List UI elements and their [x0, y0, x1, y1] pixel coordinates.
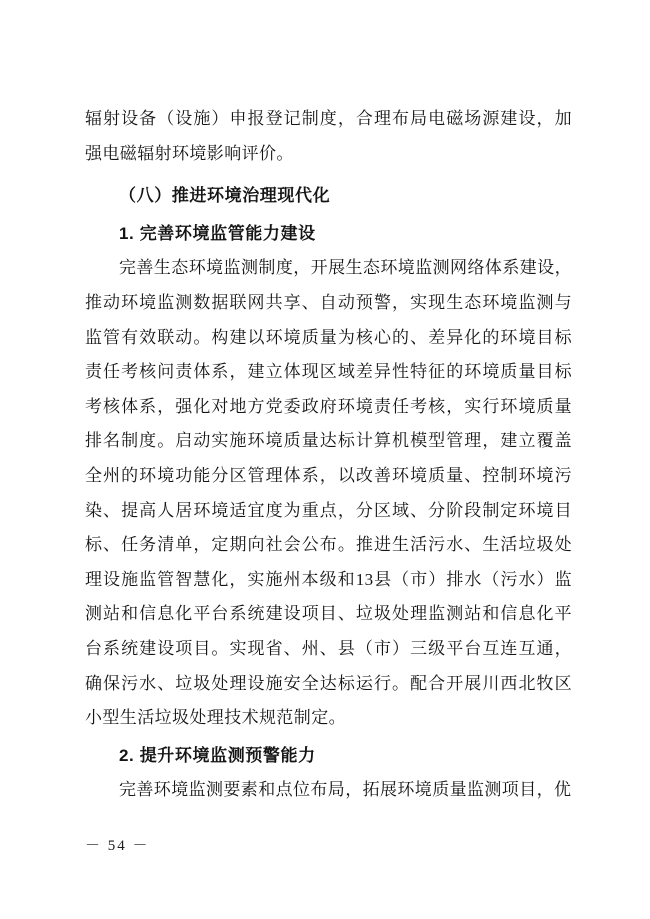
paragraph-monitoring-elements: 完善环境监测要素和点位布局，拓展环境质量监测项目，优	[119, 780, 572, 800]
page-footer	[85, 834, 150, 855]
paragraph-radiation-registration: 辐射设备（设施）申报登记制度，合理布局电磁场源建设，加强电磁辐射环境影响评价。	[85, 109, 572, 163]
paragraph-monitoring-system: 完善生态环境监测制度，开展生态环境监测网络体系建设，推动环境监测数据联网共享、自动预警，实现生态环境监测与监管有效联动。构建以环境质量为核心的、差异化的环境目标责任考核问责体系，建立体现区域差异性特征的环境质量目标考核体系，强化对地方党委政府环境责任考核，实行环境质量排名制度。启动实施环境质量达标计算机模型管理，建立覆盖全州的环境功能分区管理体系，以改善环境质量、控制环境污染、提高人居环境适宜度为重点，分区域、分阶段制定环境目标、任务清单，定期向社会公布。推进生活污水、生活垃圾处理设施监管智慧化，实施州本级和13县（市）排水（污水）监测站和信息化平台系统建设项目、垃圾处理监测站和信息化平台系统建设项目。实现省、州、县（市）三级平台互连互通，确保污水、垃圾处理设施安全达标运行。配合开展川西北牧区小型生活垃圾处理技术规范制定。	[85, 258, 572, 728]
document-body	[85, 102, 572, 808]
heading-sub-2-monitoring-warning-capacity: 2. 提升环境监测预警能力	[119, 745, 316, 765]
heading-section-8-environmental-governance: （八）推进环境治理现代化	[119, 186, 331, 206]
page-number: － 54 －	[85, 838, 150, 854]
heading-sub-1-supervision-capacity: 1. 完善环境监管能力建设	[119, 223, 316, 243]
